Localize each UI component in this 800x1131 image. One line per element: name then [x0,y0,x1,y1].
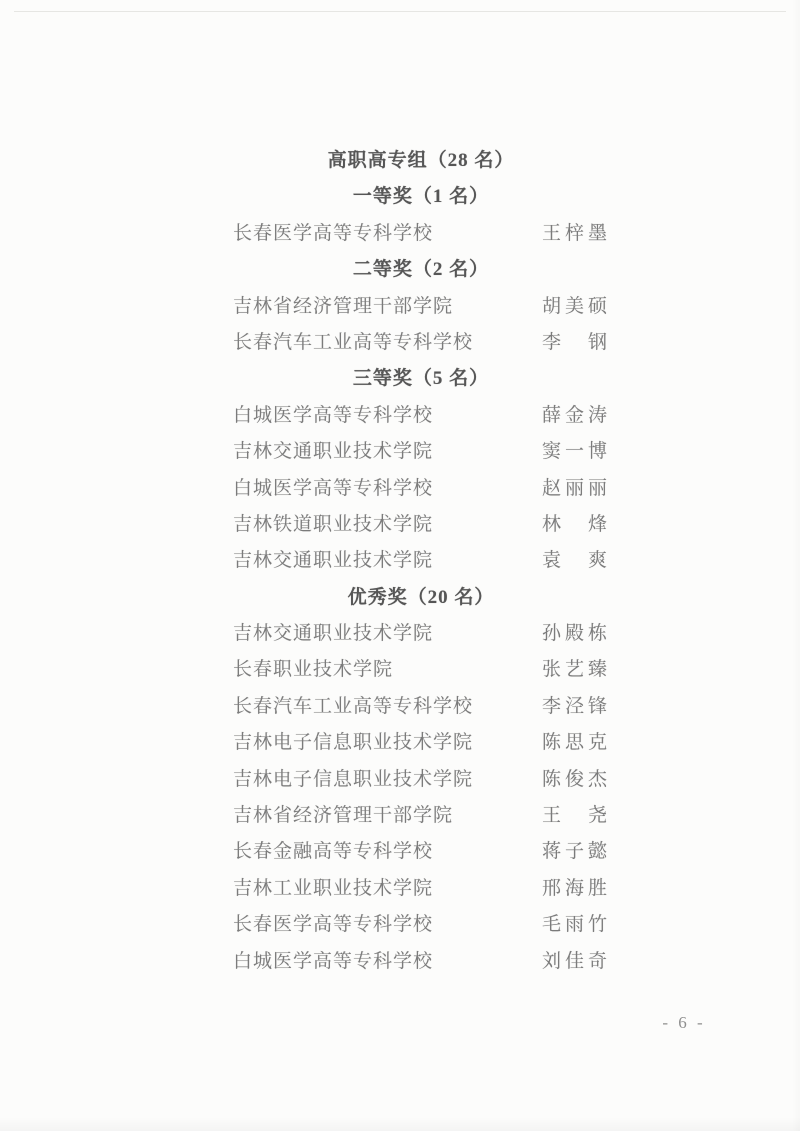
school-name: 长春医学高等专科学校 [233,914,434,936]
winner-name: 李 钢 [542,331,612,353]
winner-name: 陈思克 [542,732,612,754]
award-entry [233,689,612,725]
winner-name: 袁 爽 [542,550,612,572]
school-name: 白城医学高等专科学校 [233,404,434,426]
winner-name: 胡美硕 [542,295,612,317]
award-entry [233,725,612,761]
winner-name: 窦一博 [542,441,612,463]
school-name: 白城医学高等专科学校 [233,950,434,972]
winner-name: 毛雨竹 [542,914,612,936]
award-entry [233,325,612,361]
page-number: - 6 - [662,1013,706,1032]
award-entry [233,762,612,798]
award-entry [233,798,612,834]
winner-name: 赵丽丽 [542,477,612,499]
scan-artifact-bottom-edge [0,1117,800,1131]
school-name: 吉林交通职业技术学院 [233,441,434,463]
section-heading-second-prize: 二等奖（2 名） [352,259,490,281]
school-name: 吉林电子信息职业技术学院 [233,768,474,790]
school-name: 长春汽车工业高等专科学校 [233,695,474,717]
award-entry [233,907,612,943]
school-name: 长春汽车工业高等专科学校 [233,331,474,353]
award-entry [233,471,612,507]
award-entry [233,507,612,543]
group-heading: 高职高专组（28 名） [327,150,515,171]
award-entry [233,652,612,688]
award-entry [233,434,612,470]
winner-name: 蒋子懿 [542,841,612,863]
school-name: 吉林工业职业技术学院 [233,877,434,899]
award-entry [233,944,612,980]
scan-artifact-top-edge [14,11,786,12]
award-entry [233,398,612,434]
winner-name: 孙殿栋 [542,623,612,645]
award-list [233,143,612,980]
school-name: 白城医学高等专科学校 [233,477,434,499]
section-heading-third-prize: 三等奖（5 名） [352,368,490,390]
winner-name: 薛金涛 [542,404,612,426]
school-name: 长春职业技术学院 [233,659,394,681]
winner-name: 邢海胜 [542,877,612,899]
school-name: 吉林省经济管理干部学院 [233,295,454,317]
section-heading-first-prize: 一等奖（1 名） [352,186,490,208]
school-name: 吉林交通职业技术学院 [233,550,434,572]
award-entry [233,871,612,907]
winner-name: 张艺臻 [542,659,612,681]
section-heading-excellence-award: 优秀奖（20 名） [347,586,495,608]
award-entry [233,289,612,325]
award-entry [233,543,612,579]
winner-name: 李泾锋 [542,695,612,717]
winner-name: 林 烽 [542,513,612,535]
award-entry [233,834,612,870]
school-name: 吉林电子信息职业技术学院 [233,732,474,754]
school-name: 吉林交通职业技术学院 [233,623,434,645]
school-name: 吉林省经济管理干部学院 [233,805,454,827]
winner-name: 王 尧 [542,805,612,827]
winner-name: 刘佳奇 [542,950,612,972]
school-name: 长春金融高等专科学校 [233,841,434,863]
award-entry [233,616,612,652]
award-entry [233,216,612,252]
winner-name: 陈俊杰 [542,768,612,790]
school-name: 长春医学高等专科学校 [233,222,434,244]
scan-artifact-right-edge [792,0,800,1131]
winner-name: 王梓墨 [542,222,612,244]
school-name: 吉林铁道职业技术学院 [233,513,434,535]
